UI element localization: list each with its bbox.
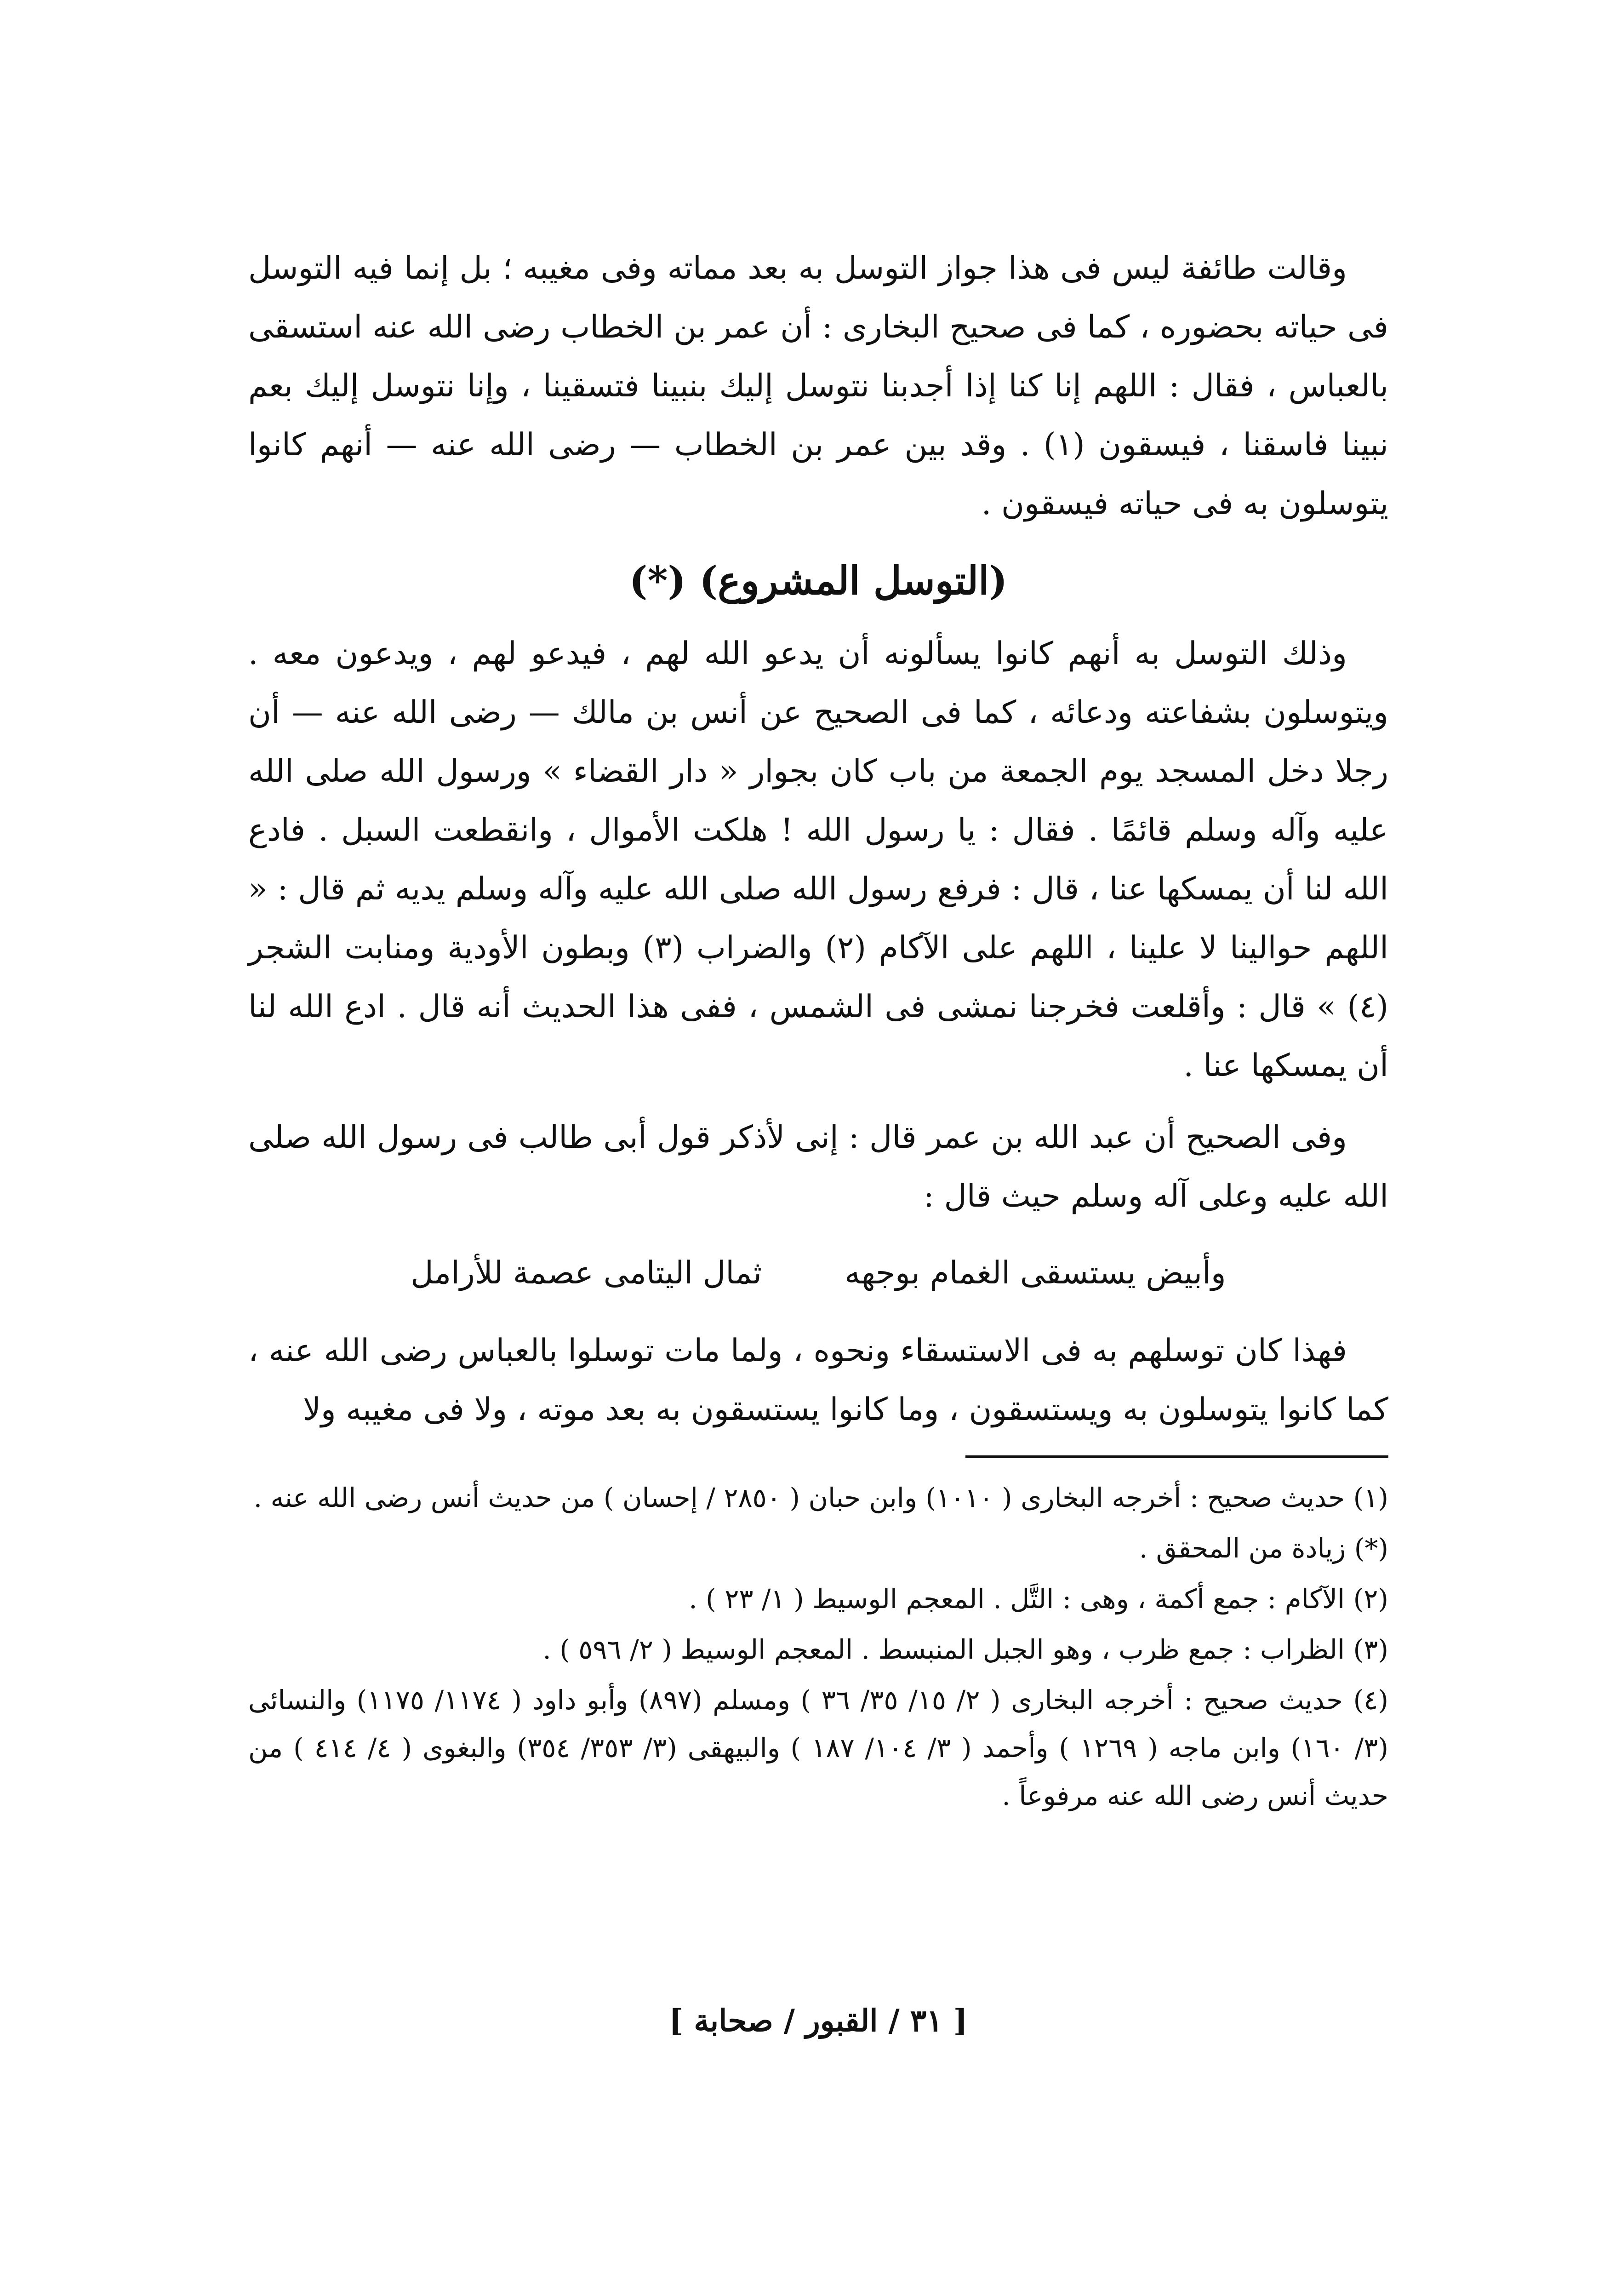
paragraph-2: وذلك التوسل به أنهم كانوا يسألونه أن يدعو الله لهم ، فيدعو لهم ، ويدعون معه . ويتوسلون بشفاعته ودعائه ، كما فى الصحيح عن أنس بن مالك — رضى الله عنه — أن رجلا دخل المسجد يوم الجمعة من باب كان بجوار « دار القضاء » ورسول الله صلى الله عليه وآله وسلم قائمًا . فقال : يا رسول الله ! هلكت الأموال ، وانقطعت السبل . فادع الله لنا أن يمسكها عنا ، قال : فرفع رسول الله صلى الله عليه وآله وسلم يديه ثم قال : « اللهم حوالينا لا علينا ، اللهم على الآكام (٢) والضراب (٣) وبطون الأودية ومنابت الشجر (٤) » قال : وأقلعت فخرجنا نمشى فى الشمس ، ففى هذا الحديث أنه قال . ادع الله لنا أن يمسكها عنا . xyxy=(248,636,1388,1084)
paragraph-4: فهذا كان توسلهم به فى الاستسقاء ونحوه ، ولما مات توسلوا بالعباس رضى الله عنه ، كما كانوا يتوسلون به ويستسقون ، وما كانوا يستسقون به بعد موته ، ولا فى مغيبه ولا xyxy=(248,1333,1388,1428)
verse-first-hemistich: وأبيض يستسقى الغمام بوجهه xyxy=(845,1255,1226,1291)
poem-verse xyxy=(248,1239,1388,1308)
footnote-3: (٣) الظراب : جمع ظرب ، وهو الجبل المنبسط . المعجم الوسيط ( ٢/ ٥٩٦ ) . xyxy=(542,1634,1388,1665)
paragraph-1: وقالت طائفة ليس فى هذا جواز التوسل به بعد مماته وفى مغيبه ؛ بل إنما فيه التوسل فى حياته بحضوره ، كما فى صحيح البخارى : أن عمر بن الخطاب رضى الله عنه استسقى بالعباس ، فقال : اللهم إنا كنا إذا أجدبنا نتوسل إليك بنبينا فتسقينا ، وإنا نتوسل إليك بعم نبينا فاسقنا ، فيسقون (١) . وقد بين عمر بن الخطاب — رضى الله عنه — أنهم كانوا يتوسلون به فى حياته فيسقون . xyxy=(248,250,1388,522)
footnote-star: (*) زيادة من المحقق . xyxy=(1139,1533,1388,1564)
footnote-separator xyxy=(965,1455,1388,1458)
footnote-4: (٤) حديث صحيح : أخرجه البخارى ( ٢/ ١٥/ ٣٥/ ٣٦ ) ومسلم (٨٩٧) وأبو داود ( ١١٧٤/ ١١٧٥) والنسائى (٣/ ١٦٠) وابن ماجه ( ١٢٦٩ ) وأحمد ( ٣/ ١٠٤/ ١٨٧ ) والبيهقى (٣/ ٣٥٣/ ٣٥٤) والبغوى ( ٤/ ٤١٤ ) من حديث أنس رضى الله عنه مرفوعاً . xyxy=(248,1684,1389,1811)
paragraph-3: وفى الصحيح أن عبد الله بن عمر قال : إنى لأذكر قول أبى طالب فى رسول الله صلى الله عليه وعلى آله وسلم حيث قال : xyxy=(248,1119,1388,1214)
section-heading: (التوسل المشروع) (*) xyxy=(629,558,1008,603)
main-text xyxy=(248,239,1388,1452)
footnotes xyxy=(248,1474,1388,1822)
verse-second-hemistich: ثمال اليتامى عصمة للأرامل xyxy=(411,1255,762,1291)
footnote-2: (٢) الآكام : جمع أكمة ، وهى : التَّل . المعجم الوسيط ( ١/ ٢٣ ) . xyxy=(689,1583,1388,1615)
page-footer: [ ٣١ / القبور / صحابة ] xyxy=(669,2003,968,2038)
footnote-1: (١) حديث صحيح : أخرجه البخارى ( ١٠١٠) وابن حبان ( ٢٨٥٠ / إحسان ) من حديث أنس رضى الله عنه . xyxy=(253,1482,1388,1513)
